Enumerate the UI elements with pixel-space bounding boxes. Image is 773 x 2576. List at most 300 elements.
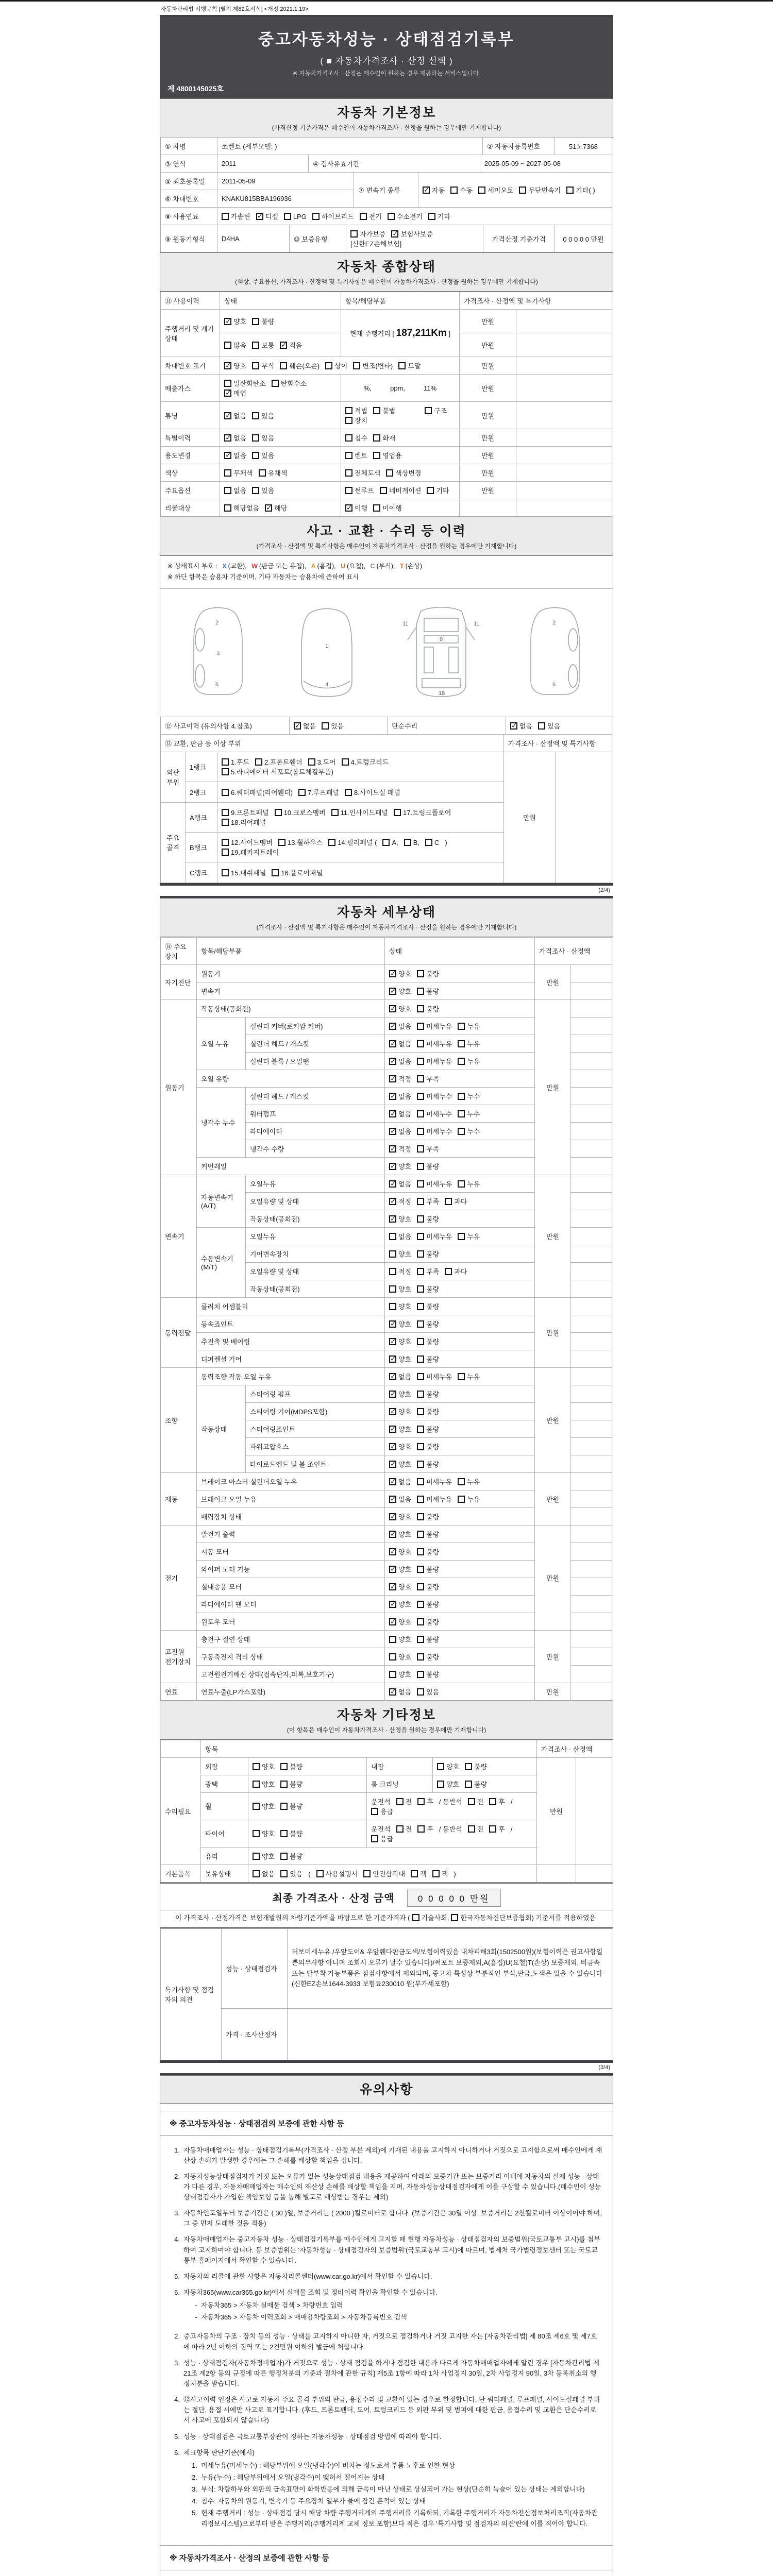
checkbox-option[interactable] [389,1266,411,1276]
checkbox-option[interactable] [417,1284,439,1294]
checkbox-icon[interactable] [222,758,229,766]
checkbox-option[interactable] [380,485,422,495]
checkbox-option[interactable] [423,185,445,195]
checkbox-icon[interactable] [280,1830,288,1837]
checkbox-icon[interactable] [222,789,229,796]
checkbox-option[interactable] [417,1652,439,1662]
checkbox-icon[interactable] [396,1798,404,1805]
checkbox-icon[interactable] [382,839,390,846]
checkbox-option[interactable] [458,1056,480,1066]
checkbox-option[interactable] [222,211,250,221]
checkbox-icon[interactable] [417,1023,424,1030]
checkbox-icon[interactable] [353,362,360,369]
checkbox-icon[interactable] [417,1005,424,1012]
checkbox-option[interactable] [345,468,380,478]
checkbox-icon[interactable] [222,819,229,826]
checkbox-option[interactable] [478,185,513,195]
checkbox-option[interactable] [458,1477,480,1486]
checkbox-icon[interactable] [252,452,259,459]
checkbox-icon[interactable] [417,1040,424,1047]
checkbox-option[interactable] [389,1284,411,1294]
checkbox-option[interactable] [445,1196,467,1206]
checkbox-icon[interactable] [417,1443,424,1450]
checkbox-icon[interactable] [345,407,352,414]
checkbox-option[interactable] [468,1797,484,1806]
checkbox-option[interactable] [382,839,398,846]
checkbox-icon[interactable] [373,452,380,459]
checkbox-option[interactable] [222,817,266,827]
checked-checkbox-icon[interactable] [389,1548,396,1555]
checkbox-icon[interactable] [411,1870,418,1877]
checkbox-option[interactable] [417,1477,452,1486]
checkbox-option[interactable] [259,468,288,478]
checkbox-option[interactable] [417,1196,439,1206]
checkbox-option[interactable] [389,1599,411,1609]
checkbox-option[interactable] [345,433,367,443]
checkbox-option[interactable] [224,361,246,370]
checkbox-option[interactable] [345,450,367,460]
checkbox-option[interactable] [389,1687,411,1697]
checkbox-icon[interactable] [417,1320,424,1328]
checkbox-icon[interactable] [417,1180,424,1188]
checkbox-option[interactable] [389,1459,411,1469]
checked-checkbox-icon[interactable] [389,1443,396,1450]
checkbox-icon[interactable] [280,362,287,369]
checked-checkbox-icon[interactable] [389,1023,396,1030]
checkbox-icon[interactable] [417,1478,424,1485]
checkbox-icon[interactable] [389,1285,396,1293]
checkbox-option[interactable] [308,757,336,767]
checkbox-icon[interactable] [224,487,231,494]
checkbox-option[interactable] [417,1442,439,1451]
checked-checkbox-icon[interactable] [265,504,272,512]
checkbox-icon[interactable] [417,1391,424,1398]
checkbox-option[interactable] [280,1851,303,1861]
checked-checkbox-icon[interactable] [389,1531,396,1538]
checkbox-option[interactable] [458,1231,480,1241]
checkbox-icon[interactable] [458,1496,465,1503]
checkbox-option[interactable] [389,1442,411,1451]
checkbox-option[interactable] [280,1869,303,1878]
checkbox-option[interactable] [417,1109,452,1118]
checkbox-icon[interactable] [458,1040,465,1047]
checkbox-option[interactable] [417,1144,439,1154]
checkbox-option[interactable] [371,1806,393,1816]
checkbox-option[interactable] [342,757,389,767]
checkbox-option[interactable] [458,1039,480,1048]
checkbox-option[interactable] [458,1371,480,1381]
checkbox-option[interactable] [252,411,274,420]
checkbox-option[interactable] [371,1834,393,1843]
checked-checkbox-icon[interactable] [224,389,231,397]
checkbox-icon[interactable] [308,758,315,766]
checkbox-option[interactable] [417,1494,452,1504]
checked-checkbox-icon[interactable] [389,1566,396,1573]
checkbox-option[interactable] [458,1021,480,1031]
checkbox-option[interactable] [389,1301,411,1311]
checkbox-option[interactable] [224,378,266,388]
checkbox-option[interactable] [222,757,249,767]
checkbox-icon[interactable] [394,809,401,816]
checkbox-option[interactable] [437,1779,459,1789]
checkbox-icon[interactable] [417,1355,424,1363]
checkbox-option[interactable] [345,787,400,797]
checkbox-icon[interactable] [259,469,266,477]
checked-checkbox-icon[interactable] [280,342,287,349]
checkbox-option[interactable] [519,185,561,195]
checkbox-option[interactable] [389,969,411,978]
checkbox-option[interactable] [417,1301,439,1311]
checkbox-icon[interactable] [417,988,424,995]
checkbox-icon[interactable] [278,839,285,846]
checkbox-option[interactable] [417,1582,439,1591]
checked-checkbox-icon[interactable] [389,1355,396,1363]
checkbox-option[interactable] [253,1828,275,1838]
checkbox-icon[interactable] [345,434,352,442]
checkbox-option[interactable] [458,1494,480,1504]
checkbox-icon[interactable] [458,1093,465,1100]
checkbox-option[interactable] [363,1869,405,1878]
checkbox-icon[interactable] [417,1688,424,1696]
checkbox-option[interactable] [280,340,302,350]
checked-checkbox-icon[interactable] [256,213,263,220]
checkbox-icon[interactable] [468,1825,475,1833]
checked-checkbox-icon[interactable] [389,970,396,977]
checkbox-option[interactable] [253,1761,275,1771]
checkbox-icon[interactable] [222,213,229,220]
checkbox-icon[interactable] [280,1781,288,1788]
checkbox-icon[interactable] [253,1830,260,1837]
checkbox-option[interactable] [389,1494,411,1504]
checkbox-icon[interactable] [417,1653,424,1660]
checkbox-option[interactable] [417,1459,439,1469]
checkbox-option[interactable] [224,411,246,420]
checked-checkbox-icon[interactable] [345,504,352,512]
checkbox-option[interactable] [224,388,246,398]
checkbox-icon[interactable] [371,1808,378,1815]
checkbox-icon[interactable] [417,1198,424,1205]
checkbox-option[interactable] [252,450,274,460]
checkbox-option[interactable] [389,1547,411,1556]
checkbox-option[interactable] [417,1126,452,1136]
checkbox-icon[interactable] [253,1803,260,1810]
checkbox-icon[interactable] [404,839,411,846]
checkbox-icon[interactable] [389,1268,396,1275]
checkbox-icon[interactable] [417,1250,424,1258]
checkbox-option[interactable] [224,450,246,460]
checked-checkbox-icon[interactable] [224,412,231,419]
checkbox-icon[interactable] [458,1058,465,1065]
checkbox-option[interactable] [396,1824,412,1834]
checkbox-option[interactable] [389,1477,411,1486]
checkbox-option[interactable] [417,1617,439,1626]
checkbox-icon[interactable] [252,362,259,369]
checkbox-option[interactable] [417,1371,452,1381]
checkbox-option[interactable] [224,340,246,350]
checkbox-icon[interactable] [417,1268,424,1275]
checkbox-option[interactable] [417,1056,452,1066]
checkbox-option[interactable] [404,839,419,846]
checkbox-icon[interactable] [360,213,367,220]
checkbox-icon[interactable] [280,1763,288,1770]
checkbox-option[interactable] [417,1214,439,1224]
checkbox-option[interactable] [389,1091,411,1101]
checkbox-option[interactable] [417,1004,439,1013]
checked-checkbox-icon[interactable] [389,1688,396,1696]
checkbox-option[interactable] [222,767,333,776]
checkbox-option[interactable] [373,405,395,415]
checkbox-option[interactable] [389,1039,411,1048]
checkbox-icon[interactable] [280,1870,288,1877]
checkbox-option[interactable] [389,1564,411,1574]
checkbox-icon[interactable] [468,1798,475,1805]
checkbox-option[interactable] [389,1389,411,1399]
checkbox-option[interactable] [389,1634,411,1644]
checkbox-option[interactable] [350,229,385,239]
checkbox-option[interactable] [445,1266,467,1276]
checkbox-icon[interactable] [284,213,291,220]
checkbox-option[interactable] [417,1687,439,1697]
checkbox-option[interactable] [331,807,388,817]
checkbox-option[interactable] [373,433,395,443]
checkbox-option[interactable] [224,503,259,513]
checkbox-option[interactable] [298,787,339,797]
checkbox-option[interactable] [253,1779,275,1789]
checkbox-option[interactable] [389,1512,411,1521]
checkbox-option[interactable] [389,1109,411,1118]
checked-checkbox-icon[interactable] [389,1338,396,1345]
checkbox-option[interactable] [389,1652,411,1662]
checkbox-icon[interactable] [396,1825,404,1833]
checked-checkbox-icon[interactable] [389,1005,396,1012]
checkbox-icon[interactable] [389,1653,396,1660]
checkbox-icon[interactable] [345,487,352,494]
checkbox-icon[interactable] [450,187,458,194]
checkbox-icon[interactable] [417,1513,424,1520]
checked-checkbox-icon[interactable] [389,1040,396,1047]
checkbox-icon[interactable] [298,789,306,796]
checkbox-option[interactable] [345,485,374,495]
checked-checkbox-icon[interactable] [389,1496,396,1503]
checkbox-icon[interactable] [389,1303,396,1310]
checkbox-icon[interactable] [458,1023,465,1030]
checkbox-icon[interactable] [445,1198,452,1205]
checked-checkbox-icon[interactable] [389,1215,396,1223]
checkbox-option[interactable] [284,213,307,221]
checkbox-icon[interactable] [417,1110,424,1117]
checked-checkbox-icon[interactable] [389,1093,396,1100]
checkbox-option[interactable] [538,721,560,731]
checkbox-icon[interactable] [222,869,229,876]
checkbox-icon[interactable] [417,1548,424,1555]
checkbox-icon[interactable] [417,1145,424,1153]
checked-checkbox-icon[interactable] [224,452,231,459]
checkbox-icon[interactable] [437,1781,444,1788]
checked-checkbox-icon[interactable] [391,230,398,238]
checkbox-option[interactable] [353,361,393,370]
checked-checkbox-icon[interactable] [224,318,231,325]
checkbox-icon[interactable] [252,318,259,325]
checkbox-icon[interactable] [417,1233,424,1240]
checkbox-icon[interactable] [427,487,434,494]
checkbox-option[interactable] [465,1761,487,1771]
checkbox-option[interactable] [280,361,320,370]
checkbox-option[interactable] [417,1406,439,1416]
checkbox-icon[interactable] [389,1671,396,1678]
checkbox-icon[interactable] [345,789,352,796]
checkbox-option[interactable] [450,185,473,195]
checkbox-icon[interactable] [398,362,406,369]
checkbox-icon[interactable] [417,1058,424,1065]
checkbox-option[interactable] [417,1512,439,1521]
checkbox-icon[interactable] [325,362,332,369]
checkbox-option[interactable] [252,340,274,350]
checkbox-icon[interactable] [432,1870,440,1877]
checkbox-icon[interactable] [458,1128,465,1135]
checkbox-option[interactable] [451,1912,596,1922]
checkbox-option[interactable] [432,1869,448,1878]
checked-checkbox-icon[interactable] [389,1426,396,1433]
checkbox-icon[interactable] [417,1303,424,1310]
checkbox-icon[interactable] [417,1825,425,1833]
checkbox-icon[interactable] [252,342,259,349]
checkbox-icon[interactable] [280,1853,288,1860]
checkbox-icon[interactable] [458,1478,465,1485]
checkbox-icon[interactable] [425,407,432,414]
checkbox-option[interactable] [328,837,377,847]
checkbox-option[interactable] [280,1761,303,1771]
checkbox-icon[interactable] [389,1233,396,1240]
checkbox-option[interactable] [345,503,367,513]
checkbox-icon[interactable] [458,1233,465,1240]
checkbox-option[interactable] [468,1824,484,1834]
checkbox-option[interactable] [489,1797,505,1806]
checkbox-option[interactable] [389,1582,411,1591]
checkbox-icon[interactable] [425,839,432,846]
checkbox-option[interactable] [255,757,303,767]
checkbox-option[interactable] [417,986,439,996]
checkbox-option[interactable] [389,1424,411,1434]
checkbox-option[interactable] [389,1249,411,1259]
checked-checkbox-icon[interactable] [510,722,517,730]
checkbox-option[interactable] [417,1336,439,1346]
checked-checkbox-icon[interactable] [423,187,430,194]
checkbox-option[interactable] [417,1161,439,1171]
checkbox-option[interactable] [222,787,293,797]
checkbox-option[interactable] [272,378,307,388]
checkbox-icon[interactable] [224,469,231,477]
checkbox-option[interactable] [373,450,402,460]
checkbox-option[interactable] [222,847,279,857]
checkbox-option[interactable] [389,1319,411,1329]
checkbox-icon[interactable] [417,1583,424,1590]
checkbox-option[interactable] [394,807,451,817]
checkbox-icon[interactable] [519,187,526,194]
checked-checkbox-icon[interactable] [389,1180,396,1188]
checkbox-icon[interactable] [252,487,259,494]
checkbox-icon[interactable] [417,1426,424,1433]
checkbox-option[interactable] [224,433,246,443]
checkbox-icon[interactable] [566,187,574,194]
checkbox-option[interactable] [417,1797,433,1806]
checkbox-icon[interactable] [222,849,229,856]
checkbox-icon[interactable] [417,1163,424,1170]
checkbox-icon[interactable] [489,1798,496,1805]
checkbox-icon[interactable] [371,1835,378,1842]
checkbox-icon[interactable] [253,1870,260,1877]
checkbox-icon[interactable] [280,1803,288,1810]
checked-checkbox-icon[interactable] [389,1373,396,1380]
checkbox-icon[interactable] [224,504,231,512]
checked-checkbox-icon[interactable] [389,1128,396,1135]
checkbox-option[interactable] [389,1617,411,1626]
checkbox-icon[interactable] [342,758,349,766]
checkbox-icon[interactable] [380,487,387,494]
checkbox-icon[interactable] [417,1618,424,1625]
checkbox-option[interactable] [389,1669,411,1679]
checkbox-option[interactable] [252,361,274,370]
checkbox-icon[interactable] [386,469,393,477]
checkbox-option[interactable] [417,1179,452,1189]
checkbox-icon[interactable] [458,1110,465,1117]
checked-checkbox-icon[interactable] [389,988,396,995]
checkbox-option[interactable] [224,316,246,326]
checkbox-icon[interactable] [224,342,231,349]
checkbox-option[interactable] [465,1779,487,1789]
checkbox-icon[interactable] [538,722,545,730]
checkbox-icon[interactable] [222,839,229,846]
checkbox-option[interactable] [510,721,532,731]
checkbox-option[interactable] [252,485,274,495]
checkbox-option[interactable] [389,1529,411,1539]
checked-checkbox-icon[interactable] [294,722,301,730]
checkbox-icon[interactable] [412,1914,419,1921]
checkbox-icon[interactable] [445,1268,452,1275]
checkbox-icon[interactable] [428,213,435,220]
checked-checkbox-icon[interactable] [389,1461,396,1468]
checked-checkbox-icon[interactable] [389,1110,396,1117]
checkbox-icon[interactable] [252,434,259,442]
checkbox-option[interactable] [417,1074,439,1083]
checkbox-option[interactable] [252,316,274,326]
checkbox-option[interactable] [417,1564,439,1574]
checkbox-option[interactable] [389,1354,411,1364]
checkbox-option[interactable] [417,1599,439,1609]
checkbox-option[interactable] [417,1634,439,1644]
checkbox-option[interactable] [360,211,382,221]
checkbox-option[interactable] [427,485,449,495]
checkbox-option[interactable] [222,837,273,847]
checkbox-option[interactable] [458,1126,480,1136]
checkbox-option[interactable] [389,1126,411,1136]
checkbox-option[interactable] [458,1179,480,1189]
checkbox-option[interactable] [265,503,287,513]
checked-checkbox-icon[interactable] [224,362,231,369]
checked-checkbox-icon[interactable] [389,1408,396,1415]
checkbox-icon[interactable] [417,1496,424,1503]
checkbox-icon[interactable] [451,1914,458,1921]
checkbox-icon[interactable] [417,1798,425,1805]
checkbox-icon[interactable] [272,380,279,387]
checkbox-option[interactable] [428,211,450,221]
checkbox-icon[interactable] [417,1601,424,1608]
checkbox-icon[interactable] [255,758,262,766]
checkbox-option[interactable] [316,1869,358,1878]
checkbox-icon[interactable] [458,1373,465,1380]
checkbox-option[interactable] [566,185,595,195]
checkbox-option[interactable] [417,1669,439,1679]
checkbox-option[interactable] [389,1021,411,1031]
